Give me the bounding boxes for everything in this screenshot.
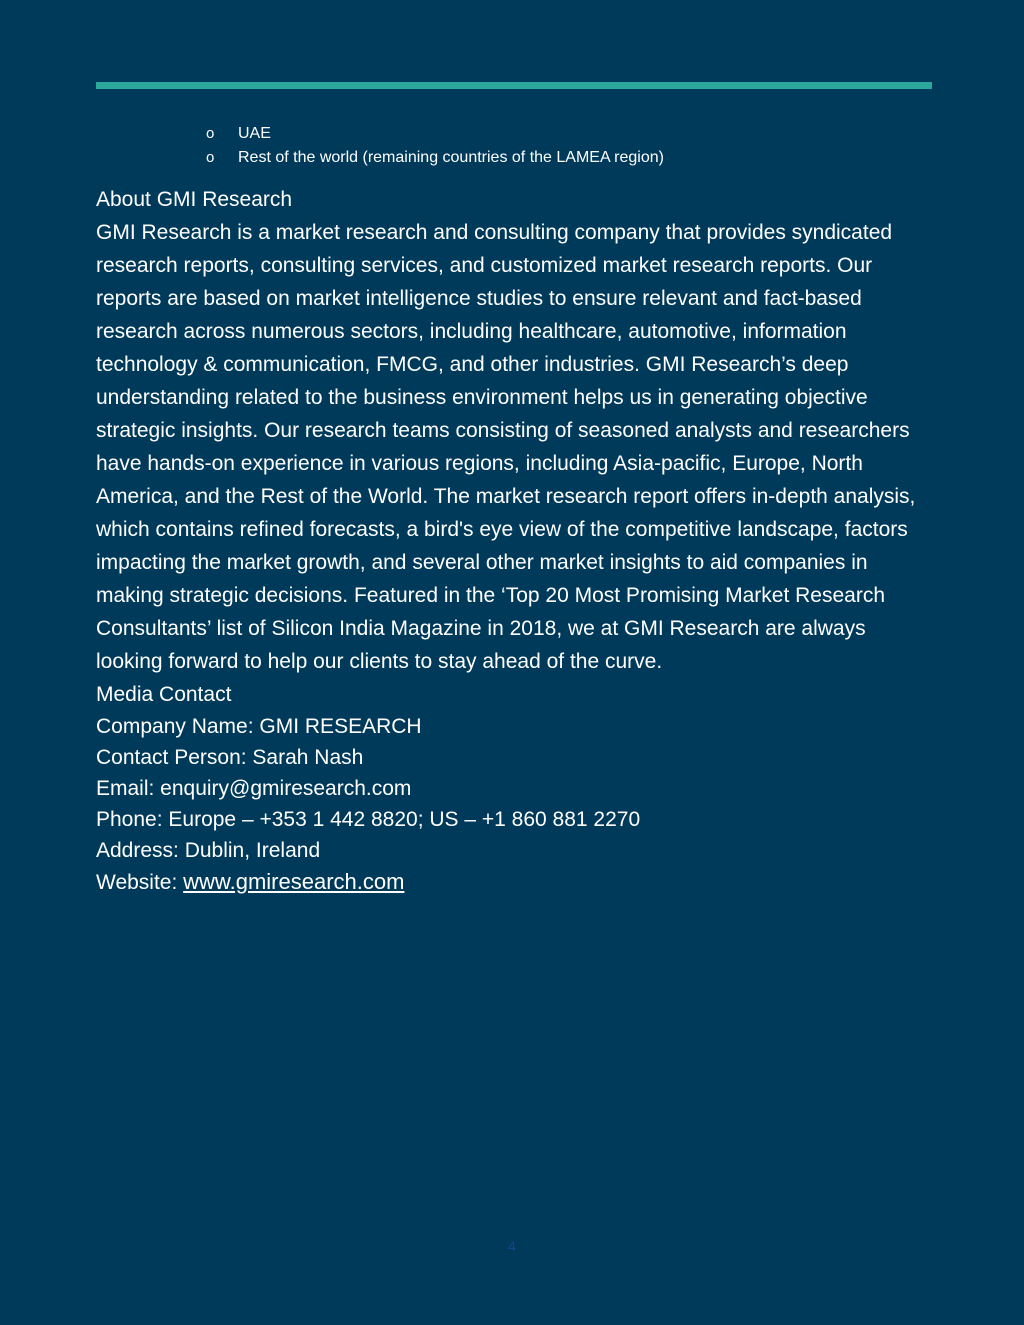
company-name: Company Name: GMI RESEARCH [96,715,422,738]
media-contact-heading: Media Contact [96,683,232,706]
bullet-text: Rest of the world (remaining countries of the LAMEA region) [238,149,664,166]
contact-email: Email: enquiry@gmiresearch.com [96,777,412,800]
page-number: 4 [508,1238,516,1254]
website-label: Website: [96,871,184,894]
contact-phone: Phone: Europe – +353 1 442 8820; US – +1 860 881 2270 [96,808,641,831]
region-bullet-list [206,122,664,170]
main-content [96,183,924,898]
contact-website [96,866,924,898]
bullet-icon: o [206,149,215,166]
bullet-text: UAE [238,125,271,142]
website-link[interactable]: www.gmiresearch.com [183,869,405,894]
list-item [206,122,664,146]
bullet-icon: o [206,125,215,142]
contact-address: Address: Dublin, Ireland [96,839,321,862]
about-paragraph: GMI Research is a market research and consulting company that provides syndicated research reports, consulting services, and customized market research reports. Our reports are based on market intelligence studies to ensure relevant and fact-based research across numerous sectors, including healthcare, automotive, information technology & communication, FMCG, and other industries. GMI Research’s deep understanding related to the business environment helps us in generating objective strategic insights. Our research teams consisting of seasoned analysts and researchers have hands-on experience in various regions, including Asia-pacific, Europe, North America, and the Rest of the World. The market research report offers in-depth analysis, which contains refined forecasts, a bird's eye view of the competitive landscape, factors impacting the market growth, and several other market insights to aid companies in making strategic decisions. Featured in the ‘Top 20 Most Promising Market Research Consultants’ list of Silicon India Magazine in 2018, we at GMI Research are always looking forward to help our clients to stay ahead of the curve. [96,221,916,673]
top-accent-rule [96,82,932,89]
about-heading: About GMI Research [96,188,293,211]
contact-person: Contact Person: Sarah Nash [96,746,364,769]
list-item [206,146,664,170]
